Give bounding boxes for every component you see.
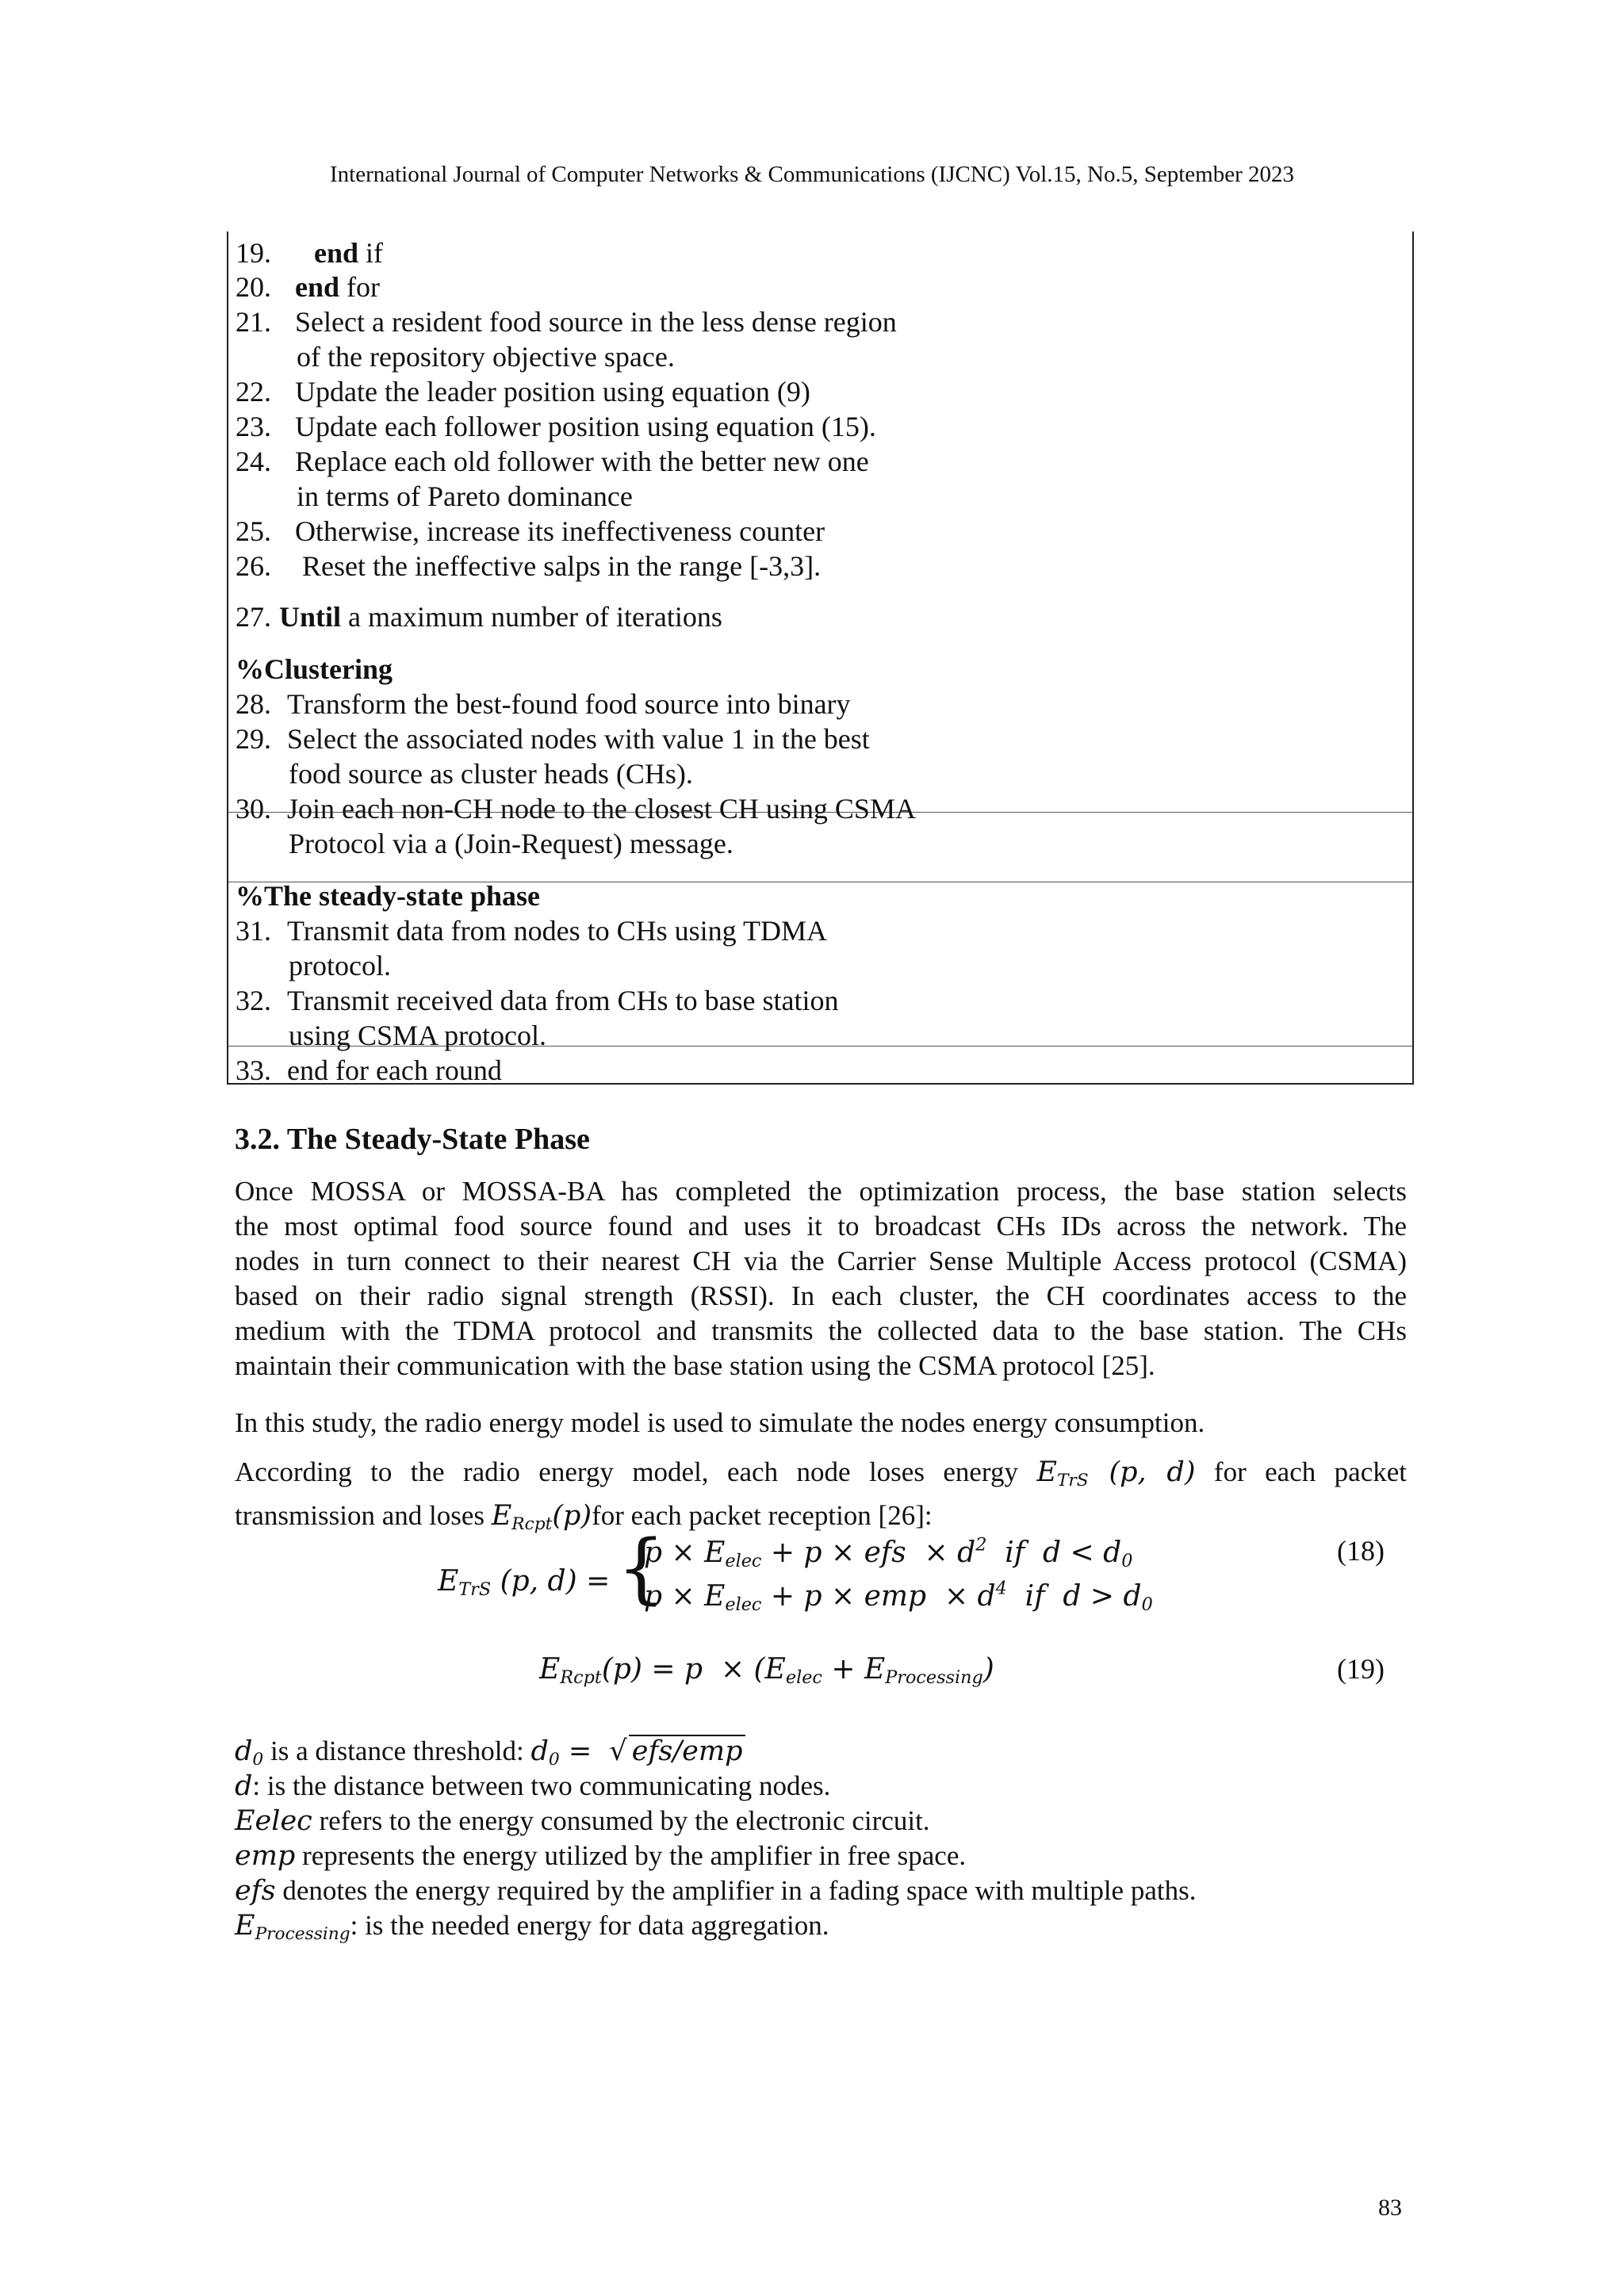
equation-19-label: (19) — [1337, 1653, 1385, 1685]
algo-line-29: 29. Select the associated nodes with value 1 in the best — [236, 723, 870, 755]
paragraph-radio-model: In this study, the radio energy model is used to simulate the nodes energy consumption. — [235, 1407, 1205, 1438]
definition-eprocessing: $E_{Processing}$: is the needed energy for data aggregation. — [235, 1910, 829, 1945]
algo-line-19: 19. end if — [236, 237, 384, 269]
definition-emp: emp represents the energy utilized by the amplifier in free space. — [235, 1840, 967, 1872]
algo-line-33: 33. end for each round — [236, 1054, 502, 1086]
definition-d0: $d_0$ is a distance threshold: $d_0$ = √ efs/emp — [235, 1734, 745, 1777]
algo-line-28: 28. Transform the best-found food source into binary — [236, 688, 851, 720]
algo-line-27: 27. Until a maximum number of iterations — [236, 601, 722, 633]
algo-line-24: 24. Replace each old follower with the better new one — [236, 446, 869, 477]
algo-line-21: 21. Select a resident food source in the less dense region — [236, 306, 897, 338]
page-number: 83 — [1378, 2195, 1402, 2221]
algo-line-21-cont: of the repository objective space. — [297, 341, 675, 373]
equation-19: $E_{Rcpt}(p) = p \times (E_{elec} + E_{Processing})$ — [539, 1653, 994, 1689]
paragraph-energy-loss — [235, 1455, 1407, 1542]
energy-loss-line-2: transmission and loses $E_{Rcpt}(p)for$ each packet reception [26]: — [235, 1500, 933, 1535]
algo-line-22: 22. Update the leader position using equation (9) — [236, 376, 810, 408]
algo-line-30-cont: Protocol via a (Join-Request) message. — [289, 828, 733, 859]
definition-eelec: Eelec refers to the energy consumed by the electronic circuit. — [235, 1805, 930, 1837]
algo-label-steady-state: %The steady-state phase — [236, 880, 540, 912]
algo-label-clustering: %Clustering — [236, 653, 393, 685]
section-heading: 3.2. The Steady-State Phase — [235, 1123, 590, 1156]
algo-line-24-cont: in terms of Pareto dominance — [297, 480, 633, 512]
equation-18-case-1: $p \times E_{elec} + p$ × efs × $d^2$ if $d < d_0$ — [644, 1534, 1133, 1571]
algo-line-32: 32. Transmit received data from CHs to base station — [236, 985, 839, 1016]
algo-line-26: 26. Reset the ineffective salps in the range [-3,3]. — [236, 550, 822, 582]
algo-line-31: 31. Transmit data from nodes to CHs using TDMA — [236, 915, 828, 947]
equation-18-lhs: $E_{TrS}$ (p, d) = — [438, 1565, 611, 1601]
paragraph-steady-state: Once MOSSA or MOSSA-BA has completed the optimization process, the base station selects the most optimal food source found and uses it to broadcast CHs IDs across the network. The nodes in turn connect to their nearest CH via the Carrier Sense Multiple Access protocol (CSMA) based on their radio signal strength (RSSI). In each cluster, the CH coordinates access to the medium with the TDMA protocol and transmits the collected data to the base station. The CHs maintain their communication with the base station using the CSMA protocol [25]. — [235, 1176, 1407, 1381]
running-header: International Journal of Computer Networks & Communications (IJCNC) Vol.15, No.5, September 2023 — [330, 162, 1294, 187]
algo-line-29-cont: food source as cluster heads (CHs). — [289, 758, 693, 790]
equation-18-case-2: $p \times E_{elec} + p$ × emp × $d^4$ if $d > d_0$ — [644, 1578, 1153, 1615]
energy-loss-line-1: According to the radio energy model, each node loses energy $E_{TrS}$ (p, d) for each packet — [235, 1456, 1408, 1491]
algo-line-23: 23. Update each follower position using equation (15). — [236, 411, 876, 442]
algo-line-20: 20. end for — [236, 271, 381, 303]
algo-line-30: 30. Join each non-CH node to the closest CH using CSMA — [236, 793, 916, 825]
algo-line-31-cont: protocol. — [289, 950, 391, 982]
algo-line-25: 25. Otherwise, increase its ineffectiveness counter — [236, 515, 825, 547]
definition-d: d: is the distance between two communicating nodes. — [235, 1770, 831, 1802]
definition-efs: efs denotes the energy required by the amplifier in a fading space with multiple paths. — [235, 1875, 1197, 1907]
algo-line-32-cont: using CSMA protocol. — [289, 1020, 547, 1051]
equation-18-label: (18) — [1337, 1535, 1385, 1567]
equation-18-brace: { — [617, 1524, 666, 1613]
